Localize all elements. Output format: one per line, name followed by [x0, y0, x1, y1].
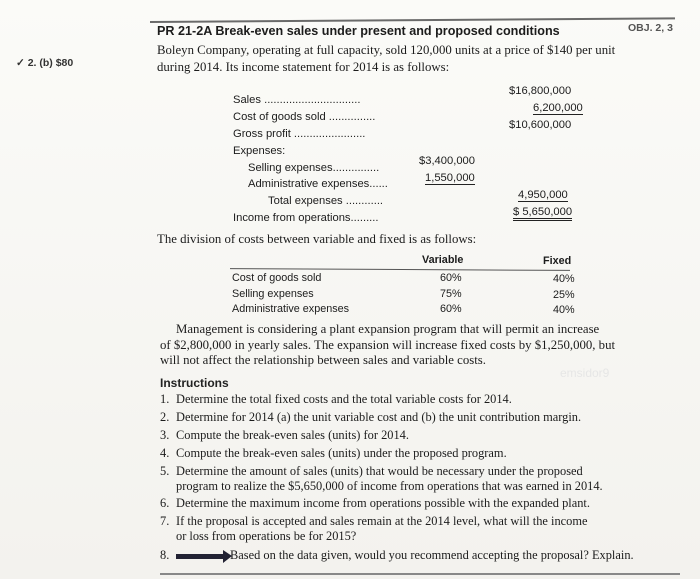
total-expenses-value: 4,950,000 [518, 189, 568, 201]
instruction-item: 2. Determine for 2014 (a) the unit variable cost and (b) the unit contribution margin. [160, 410, 582, 424]
table-row-label: Selling expenses [232, 288, 314, 300]
ethics-arrow-icon [176, 554, 224, 559]
table-row-variable: 60% [440, 303, 462, 315]
table-header-rule [230, 268, 570, 271]
table-row-fixed: 40% [553, 273, 575, 285]
cogs-value: 6,200,000 [533, 102, 583, 114]
admin-expenses-label: Administrative expenses...... [248, 178, 388, 190]
table-row-fixed: 40% [553, 304, 575, 316]
instruction-item-continuation: or loss from operations be for 2015? [176, 529, 357, 543]
bottom-rule [160, 573, 680, 575]
instruction-item: 1. Determine the total fixed costs and the total variable costs for 2014. [160, 392, 512, 406]
admin-expenses-value: 1,550,000 [425, 172, 475, 184]
instruction-item: 6. Determine the maximum income from operations possible with the expanded plant. [160, 496, 590, 510]
instruction-item: 8. Based on the data given, would you recommend accepting the proposal? Explain. [160, 548, 634, 562]
top-rule [150, 17, 675, 23]
income-from-operations-value: $ 5,650,000 [513, 206, 572, 221]
division-intro: The division of costs between variable and fixed is as follows: [157, 232, 477, 246]
selling-expenses-value: $3,400,000 [419, 155, 475, 167]
objectives-label: OBJ. 2, 3 [628, 22, 673, 34]
intro-line-1: Boleyn Company, operating at full capacity, sold 120,000 units at a price of $140 per unit [157, 43, 616, 57]
intro-line-2: during 2014. Its income statement for 2014 is as follows: [157, 60, 450, 74]
sales-label: Sales ............................... [233, 94, 361, 106]
check-answer-note: ✓ 2. (b) $80 [16, 57, 74, 69]
table-row-variable: 75% [440, 288, 462, 300]
management-line-2: of $2,800,000 in yearly sales. The expansion will increase fixed costs by $1,250,000, but [160, 338, 616, 352]
management-line-3: will not affect the relationship between sales and variable costs. [160, 353, 486, 367]
instruction-item: 5. Determine the amount of sales (units) that would be necessary under the proposed [160, 464, 583, 478]
table-row-variable: 60% [440, 272, 462, 284]
problem-title: PR 21-2A Break-even sales under present and proposed conditions [157, 24, 560, 38]
selling-expenses-label: Selling expenses............... [248, 162, 380, 174]
expenses-label: Expenses: [233, 145, 286, 157]
instructions-heading: Instructions [160, 376, 229, 390]
watermark: emsidor9 [560, 366, 610, 380]
instruction-item: 4. Compute the break-even sales (units) under the proposed program. [160, 446, 507, 460]
gross-profit-label: Gross profit ....................... [233, 128, 366, 140]
column-header-fixed: Fixed [543, 255, 572, 267]
total-expenses-label: Total expenses ............ [268, 195, 384, 207]
management-line-1: Management is considering a plant expansion program that will permit an increase [176, 322, 600, 336]
income-from-operations-label: Income from operations......... [233, 212, 379, 224]
table-row-label: Cost of goods sold [232, 272, 322, 284]
instruction-item-continuation: program to realize the $5,650,000 of income from operations that was earned in 2014. [176, 479, 603, 493]
cogs-label: Cost of goods sold ............... [233, 111, 376, 123]
instruction-item: 7. If the proposal is accepted and sales remain at the 2014 level, what will the income [160, 514, 588, 528]
table-row-label: Administrative expenses [232, 303, 350, 315]
gross-profit-value: $10,600,000 [509, 119, 572, 131]
column-header-variable: Variable [422, 254, 464, 266]
instruction-item: 3. Compute the break-even sales (units) for 2014. [160, 428, 409, 442]
table-row-fixed: 25% [553, 289, 575, 301]
sales-value: $16,800,000 [509, 85, 572, 97]
